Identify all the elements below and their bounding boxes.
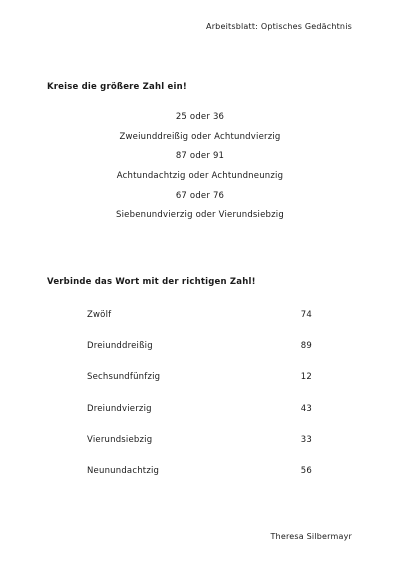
match-row bbox=[0, 458, 400, 489]
match-word: Dreiunddreißig bbox=[87, 341, 153, 352]
compare-item: 87 oder 91 bbox=[175, 151, 225, 162]
compare-item: Siebenundvierzig oder Vierundsiebzig bbox=[116, 210, 284, 221]
match-number: 89 bbox=[300, 341, 312, 352]
match-number: 74 bbox=[300, 310, 312, 320]
match-row bbox=[0, 302, 400, 333]
match-list bbox=[0, 302, 400, 489]
worksheet-header: Arbeitsblatt: Optisches Gedächtnis bbox=[206, 22, 352, 31]
compare-item: 25 oder 36 bbox=[175, 112, 225, 122]
match-number: 33 bbox=[300, 434, 312, 445]
match-row bbox=[0, 364, 400, 395]
match-row bbox=[0, 396, 400, 427]
compare-list bbox=[0, 108, 400, 226]
match-number: 56 bbox=[300, 465, 312, 476]
match-word: Dreiundvierzig bbox=[87, 403, 152, 414]
author-footer: Theresa Silbermayr bbox=[270, 532, 352, 541]
match-word: Sechsundfünfzig bbox=[87, 372, 161, 383]
compare-item: Achtundachtzig oder Achtundneunzig bbox=[116, 171, 284, 182]
match-number: 12 bbox=[300, 372, 312, 383]
match-row bbox=[0, 333, 400, 364]
section-title-match: Verbinde das Wort mit der richtigen Zahl! bbox=[47, 277, 256, 287]
compare-item: 67 oder 76 bbox=[175, 190, 225, 201]
match-number: 43 bbox=[300, 403, 312, 414]
match-word: Neunundachtzig bbox=[87, 465, 160, 476]
compare-item: Zweiunddreißig oder Achtundvierzig bbox=[119, 131, 281, 142]
match-word: Zwölf bbox=[87, 310, 112, 320]
match-row bbox=[0, 427, 400, 458]
match-word: Vierundsiebzig bbox=[87, 434, 153, 445]
section-title-compare: Kreise die größere Zahl ein! bbox=[47, 82, 187, 92]
